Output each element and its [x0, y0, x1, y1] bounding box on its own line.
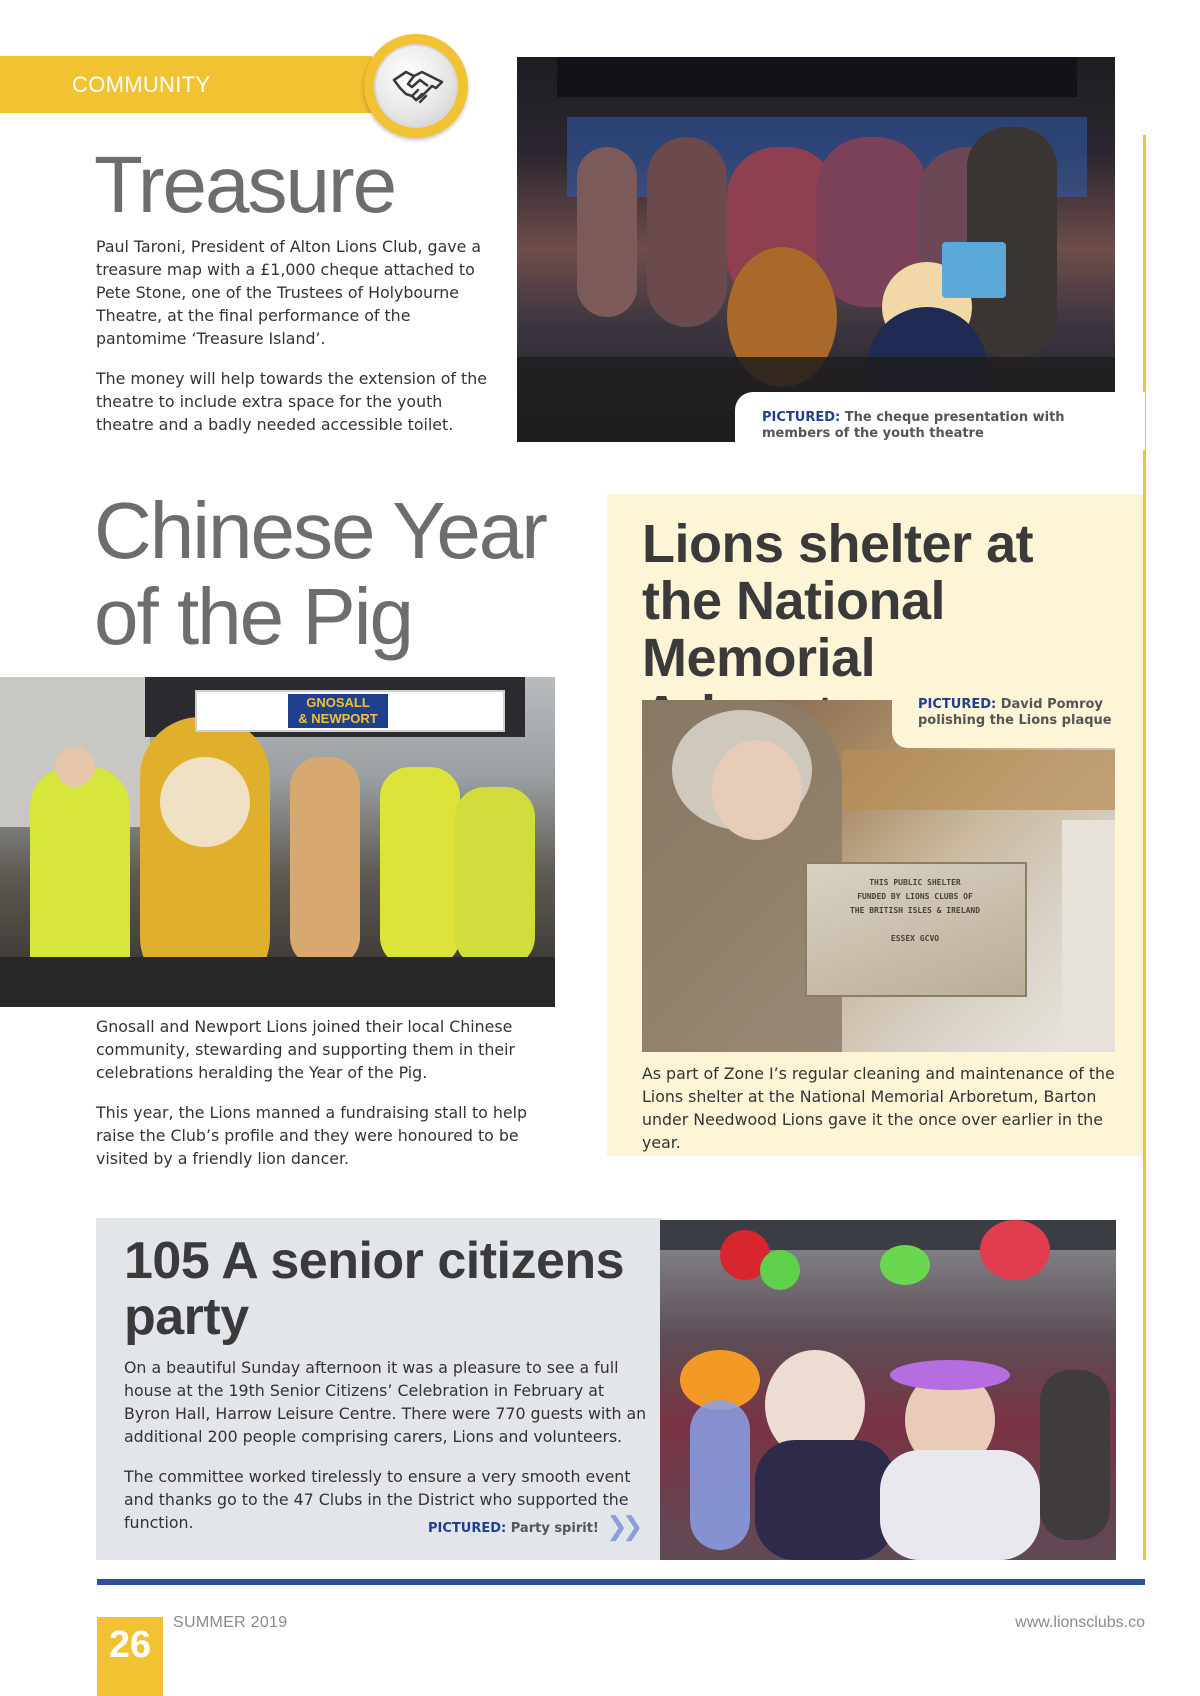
shelter-body	[642, 1062, 1122, 1171]
pig-body	[96, 1015, 566, 1187]
shelter-paragraph: As part of Zone I’s regular cleaning and maintenance of the Lions shelter at the National Memorial Arboretum, Barton under Needwood Lions gave it the once over earlier in the year.	[642, 1064, 1115, 1152]
treasure-paragraph: Paul Taroni, President of Alton Lions Club, gave a treasure map with a £1,000 cheque attached to Pete Stone, one of the Trustees of Holybourne Theatre, at the final performance of the pantomime ‘Treasure Island’.	[96, 237, 482, 348]
plaque-text	[825, 876, 1005, 946]
page-number: 26	[108, 1624, 152, 1666]
footer-rule	[97, 1579, 1145, 1585]
treasure-caption	[762, 410, 1132, 442]
plaque-line: THE BRITISH ISLES & IRELAND	[849, 906, 981, 915]
shelter-title: Lions shelter at the National Memorial	[642, 514, 1034, 688]
shelter-caption	[918, 697, 1118, 729]
banner-line: GNOSALL	[306, 695, 370, 710]
caption-text: The cheque presentation with members of the youth theatre	[762, 410, 1065, 441]
senior-title: 105 A senior citizens party	[124, 1232, 625, 1346]
senior-paragraph: On a beautiful Sunday afternoon it was a pleasure to see a full house at the 19th Senior Citizens’ Celebration in February at Byron Hall, Harrow Leisure Centre. There were 770 guests with an additional 200 people comprising carers, Lions and volunteers.	[124, 1358, 647, 1446]
footer-url[interactable]: www.lionsclubs.co	[1015, 1614, 1145, 1631]
banner-line: & NEWPORT	[298, 711, 378, 726]
treasure-photo	[517, 57, 1115, 442]
club-banner-text	[288, 694, 388, 728]
pig-title-line: Chinese Year	[94, 486, 546, 575]
caption-lead: PICTURED:	[762, 410, 841, 425]
caption-lead: PICTURED:	[918, 697, 997, 712]
plaque-line: FUNDED BY LIONS CLUBS OF	[857, 892, 973, 901]
right-accent-rule	[1143, 135, 1146, 1560]
party-photo	[660, 1220, 1116, 1560]
caption-text: David Pomroy polishing the Lions plaque	[918, 697, 1112, 728]
treasure-body	[96, 235, 496, 453]
pig-title-line: of the Pig	[94, 572, 413, 661]
treasure-title: Treasure	[94, 140, 396, 229]
senior-paragraph: The committee worked tirelessly to ensure a very smooth event and thanks go to the 47 Clubs in the District who supported the function.	[124, 1467, 631, 1532]
senior-caption	[428, 1521, 599, 1537]
treasure-paragraph: The money will help towards the extension of the theatre to include extra space for the youth theatre and a badly needed accessible toilet.	[96, 369, 487, 434]
pig-paragraph: Gnosall and Newport Lions joined their local Chinese community, stewarding and supporting them in their celebrations heralding the Year of the Pig.	[96, 1017, 515, 1082]
plaque-line: ESSEX GCVO	[890, 934, 940, 943]
section-tag-label: COMMUNITY	[72, 72, 211, 97]
caption-lead: PICTURED:	[428, 1521, 507, 1536]
plaque-line: THIS PUBLIC SHELTER	[869, 878, 961, 887]
double-chevron-icon: ❯❯	[606, 1512, 638, 1542]
handshake-icon	[374, 44, 458, 128]
pig-paragraph: This year, the Lions manned a fundraising stall to help raise the Club’s profile and they were honoured to be visited by a friendly lion dancer.	[96, 1103, 527, 1168]
footer-issue: SUMMER 2019	[173, 1614, 288, 1631]
pig-title	[94, 488, 554, 660]
caption-text: Party spirit!	[506, 1521, 599, 1536]
